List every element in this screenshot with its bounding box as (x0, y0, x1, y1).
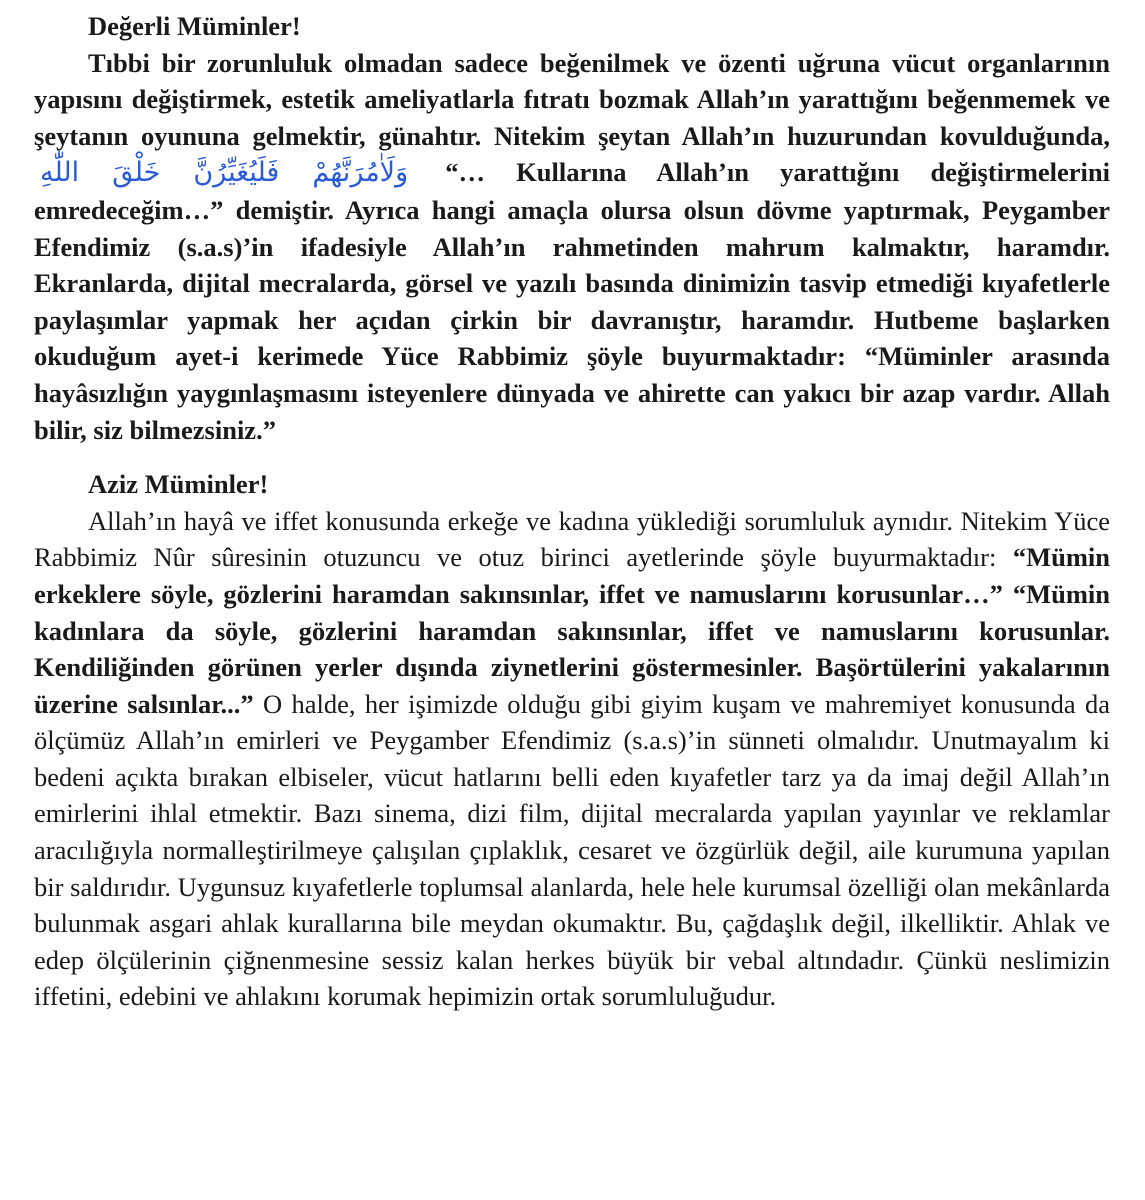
paragraph-2-quote: “Mümin erkeklere söyle, gözlerini haramdan sakınsınlar, iffet ve namuslarını korusunlar…” “Mümin kadınlara da söyle, gözlerini haramdan sakınsınlar, iffet ve namuslarını korusunlar. Kendiliğinden görünen yerler dışında ziynetlerini göstermesinler. Başörtülerini yakalarının üzerine salsınlar...” (34, 542, 1111, 719)
heading-degerli-muminler: Değerli Müminler! (88, 11, 301, 41)
paragraph-1-text-a: Tıbbi bir zorunluluk olmadan sadece beğenilmek ve özenti uğruna vücut organlarının yapısını değiştirmek, estetik ameliyatlarla fıtratı bozmak Allah’ın yarattığını beğenmemek ve şeytanın oyununa gelmektir, günahtır. Nitekim şeytan Allah’ın huzurundan kovulduğunda, (34, 47, 1110, 151)
sermon-page (34, 8, 1110, 1015)
paragraph-1-text-b: “… Kullarına Allah’ın yarattığını değiştirmelerini emredeceğim…” demiştir. Ayrıca hangi amaçla olursa olsun dövme yaptırmak, Peygamber Efendimiz (s.a.s)’in ifadesiyle Allah’ın rahmetinden mahrum kalmaktır, haramdır. Ekranlarda, dijital mecralarda, görsel ve yazılı basında dinimizin tasvip etmediği kıyafetlerle paylaşımlar yapmak her açıdan çirkin bir davranıştır, haramdır. Hutbeme başlarken okuduğum ayet-i kerimede Yüce Rabbimiz şöyle buyurmaktadır: “Müminler arasında hayâsızlığın yaygınlaşmasını isteyenlere dünyada ve ahirette can yakıcı bir azap vardır. Allah bilir, siz bilmezsiniz.” (34, 157, 1111, 445)
paragraph-2 (34, 503, 1110, 1015)
paragraph-2-text-b: O halde, her işimizde olduğu gibi giyim kuşam ve mahremiyet konusunda da ölçümüz Allah’ın emirleri ve Peygamber Efendimiz (s.a.s)’in sünneti olmalıdır. Unutmayalım ki bedeni açıkta bırakan elbiseler, vücut hatlarını belli eden kıyafetler tarz ya da imaj değil Allah’ın emirlerini ihlal etmektir. Bazı sinema, dizi film, dijital mecralarda yapılan yayınlar ve reklamlar aracılığıyla normalleştirilmeye çalışılan çıplaklık, cesaret ve özgürlük değil, aile kurumuna yapılan bir saldırıdır. Uygunsuz kıyafetlerle toplumsal alanlarda, hele hele kurumsal özelliği olan mekânlarda bulunmak asgari ahlak kurallarına bile meydan okumaktır. Bu, çağdaşlık değil, ilkelliktir. Ahlak ve edep ölçülerinin çiğnenmesine sessiz kalan herkes büyük bir vebal altındadır. Çünkü neslimizin iffetini, edebini ve ahlakını korumak hepimizin ortak sorumluluğudur. (34, 688, 1110, 1012)
section-spacer (34, 448, 1110, 466)
paragraph-2-text-a: Allah’ın hayâ ve iffet konusunda erkeğe ve kadına yüklediği sorumluluk aynıdır. Nitekim Yüce Rabbimiz Nûr sûresinin otuzuncu ve otuz birinci ayetlerinde şöyle buyurmaktadır: (34, 505, 1110, 573)
heading-aziz-muminler: Aziz Müminler! (88, 469, 269, 500)
arabic-verse: وَلَاٰمُرَنَّهُمْ فَلَيُغَيِّرُنَّ خَلْقَ اللّٰهِ (40, 157, 409, 189)
paragraph-1 (34, 45, 1110, 449)
